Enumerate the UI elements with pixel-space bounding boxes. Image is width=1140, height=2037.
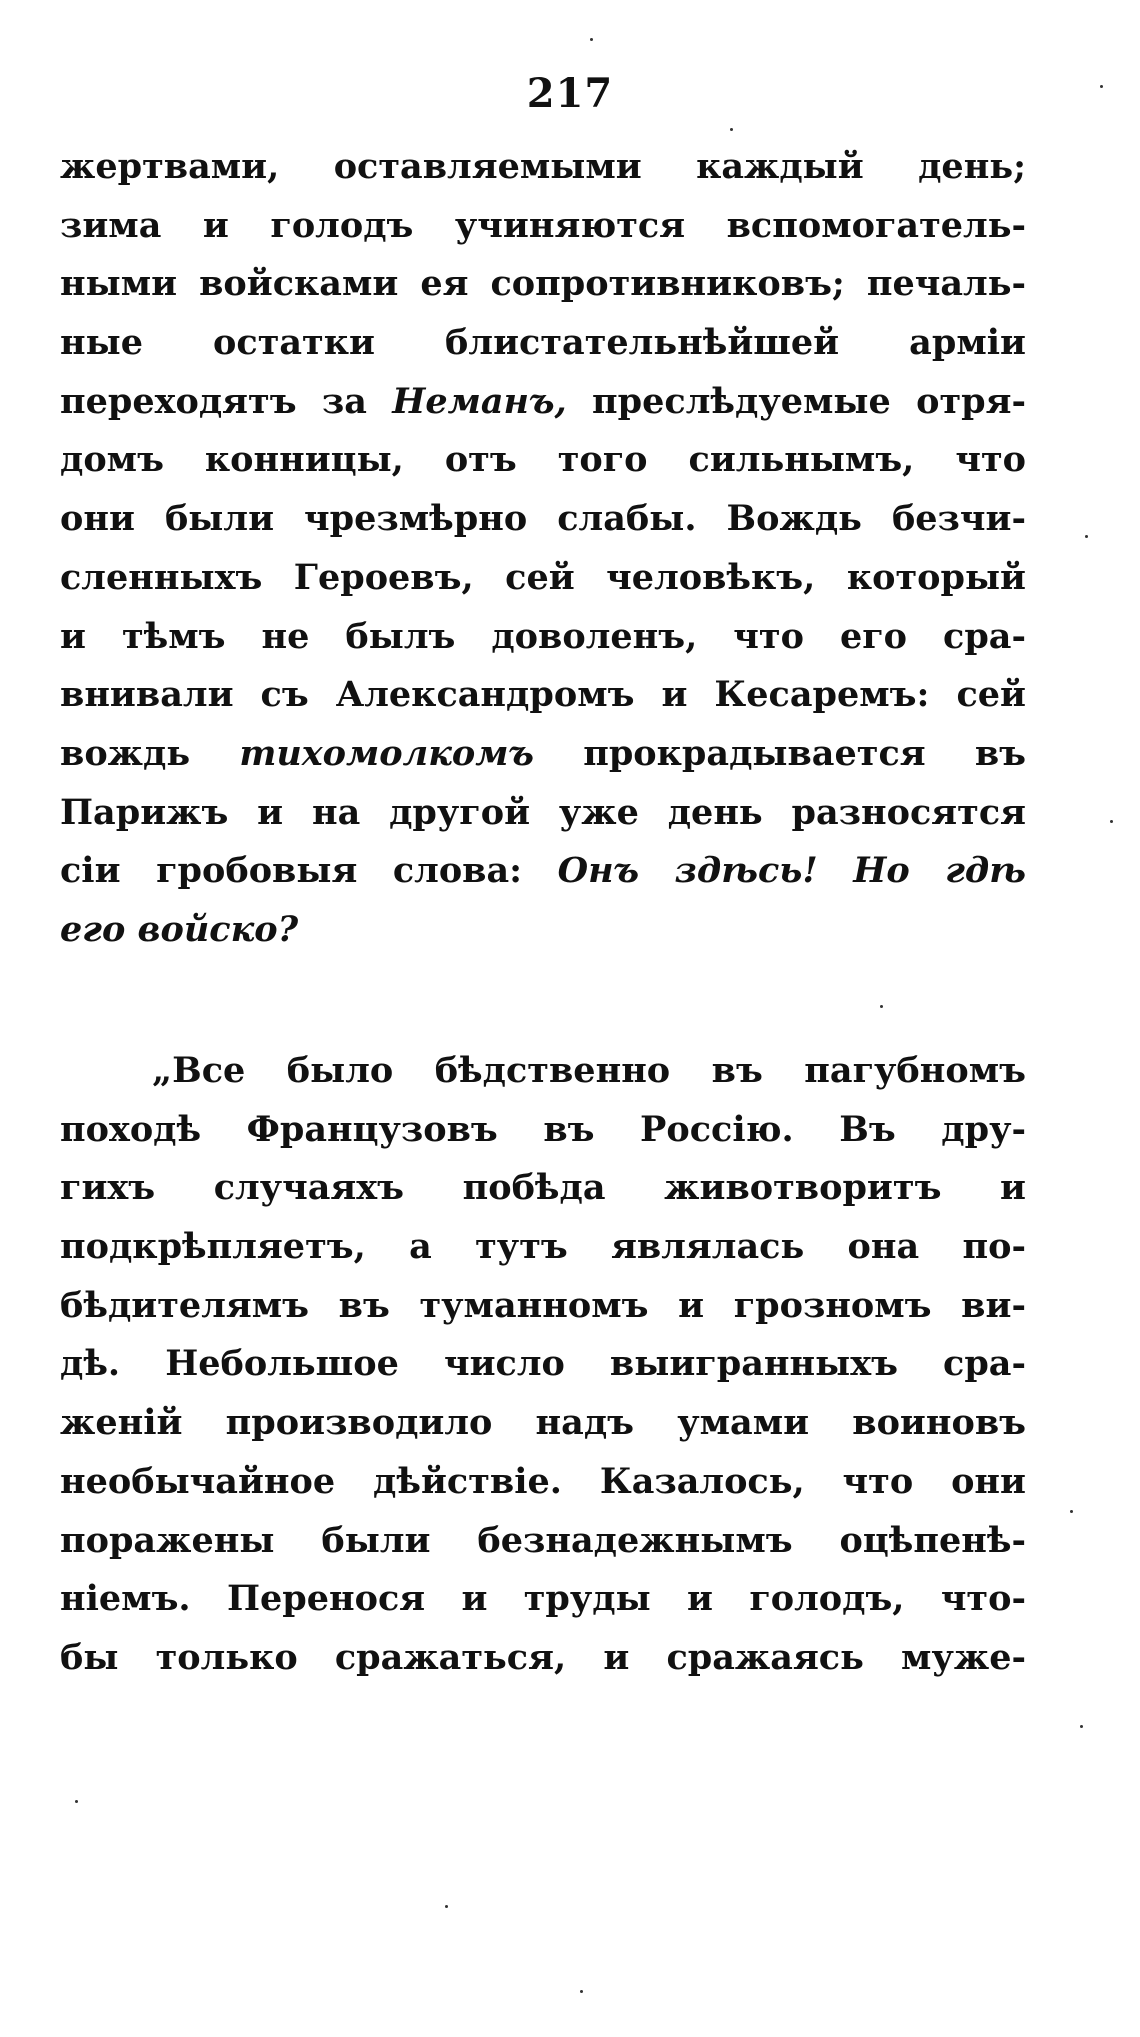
text-line: дѣ. Небольшое число выигранныхъ сра- xyxy=(60,1343,1026,1385)
text-line: необычайное дѣйствіе. Казалось, что они xyxy=(60,1460,1026,1502)
text-line: бы только сражаться, и сражаясь муже- xyxy=(60,1636,1026,1678)
paragraph-2 xyxy=(60,1042,1026,1688)
paragraph-1 xyxy=(60,138,1026,960)
text-run: сіи гробовыя слова: xyxy=(60,850,558,892)
text-line: ные остатки блистательнѣйшей арміи xyxy=(60,322,1026,364)
scan-speck xyxy=(1085,535,1088,538)
text-line: жертвами, оставляемыми каждый день; xyxy=(60,146,1026,187)
scan-speck xyxy=(1070,1510,1073,1513)
italic-text-run: тихомолкомъ xyxy=(239,732,534,774)
scan-speck xyxy=(590,38,593,41)
text-line: гихъ случаяхъ побѣда животворитъ и xyxy=(60,1167,1026,1209)
text-line: ными войсками ея сопротивниковъ; печаль- xyxy=(60,263,1026,305)
text-line: сленныхъ Героевъ, сей человѣкъ, который xyxy=(60,556,1026,598)
text-line: бѣдителямъ въ туманномъ и грозномъ ви- xyxy=(60,1284,1026,1326)
text-line: зима и голодъ учиняются вспомогатель- xyxy=(60,204,1026,246)
text-line: и тѣмъ не былъ доволенъ, что его сра- xyxy=(60,615,1026,657)
text-run: преслѣдуемые отря- xyxy=(566,380,1026,422)
scan-speck xyxy=(1110,820,1113,823)
italic-text-run: Онъ здѣсь! Но гдѣ xyxy=(557,850,1026,892)
text-line: его войско? xyxy=(60,908,299,950)
text-run: вождь xyxy=(60,732,240,774)
scan-speck xyxy=(75,1800,78,1803)
scan-speck xyxy=(1100,85,1103,88)
text-line xyxy=(60,842,1026,901)
text-line: они были чрезмѣрно слабы. Вождь безчи- xyxy=(60,498,1026,540)
text-run: переходятъ за xyxy=(60,380,393,422)
page-number: 217 xyxy=(526,70,614,117)
text-line: женій производило надъ умами воиновъ xyxy=(60,1402,1026,1444)
text-line: домъ конницы, отъ того сильнымъ, что xyxy=(60,439,1026,481)
italic-text-run: Неманъ, xyxy=(392,380,567,422)
scan-speck xyxy=(1080,1725,1083,1728)
scan-speck xyxy=(445,1905,448,1908)
text-line: поражены были безнадежнымъ оцѣпенѣ- xyxy=(60,1519,1026,1561)
scan-speck xyxy=(730,128,733,131)
text-line xyxy=(60,373,1026,432)
text-run: прокрадывается въ xyxy=(534,732,1026,774)
text-line: ніемъ. Перенося и труды и голодъ, что- xyxy=(60,1578,1026,1620)
text-line: „Все было бѣдственно въ пагубномъ xyxy=(152,1050,1026,1091)
text-line: походѣ Французовъ въ Россію. Въ дру- xyxy=(60,1108,1026,1150)
text-line xyxy=(60,725,1026,784)
scan-speck xyxy=(880,1005,883,1008)
text-line: внивали съ Александромъ и Кесаремъ: сей xyxy=(60,674,1026,716)
text-line: подкрѣпляетъ, а тутъ являлась она по- xyxy=(60,1226,1026,1268)
scan-speck xyxy=(580,1990,583,1993)
text-line: Парижъ и на другой уже день разносятся xyxy=(60,791,1026,833)
